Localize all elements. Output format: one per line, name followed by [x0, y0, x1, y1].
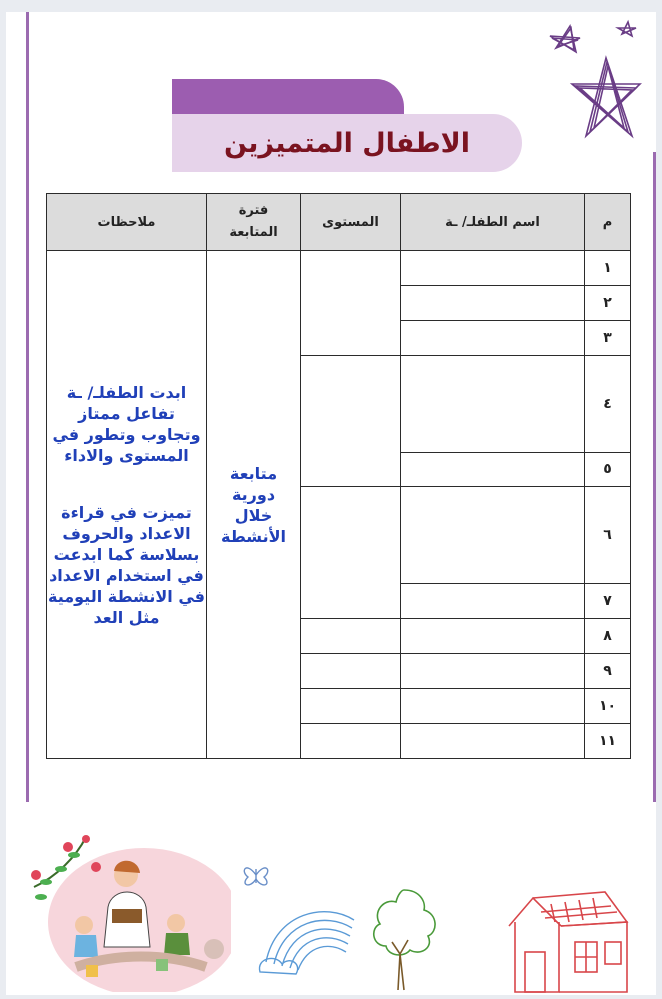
name-cell [401, 355, 585, 452]
level-cell [301, 688, 401, 723]
name-cell [401, 452, 585, 487]
scribbled-stars-icon [536, 18, 644, 144]
name-cell [401, 688, 585, 723]
notes-paragraph-1: ابدت الطفلـ/ ـة تفاعل ممتاز وتجاوب وتطور في المستوى والاداء [52, 382, 201, 465]
header-name: اسم الطفلـ/ ـة [401, 194, 585, 251]
row-number: ٦ [585, 487, 631, 584]
name-cell [401, 654, 585, 689]
title-tab [172, 79, 404, 119]
mother-children-reading-icon [16, 827, 231, 992]
row-number: ٥ [585, 452, 631, 487]
row-number: ١١ [585, 723, 631, 758]
name-cell [401, 320, 585, 355]
level-cell [301, 355, 401, 487]
period-cell: متابعة دورية خلال الأنشطة [207, 251, 301, 759]
students-table [46, 193, 631, 759]
row-number: ٩ [585, 654, 631, 689]
notes-spacer [47, 466, 206, 502]
level-cell [301, 654, 401, 689]
level-cell [301, 723, 401, 758]
row-number: ٢ [585, 285, 631, 320]
row-number: ١٠ [585, 688, 631, 723]
header-level: المستوى [301, 194, 401, 251]
name-cell [401, 584, 585, 619]
butterfly-icon [238, 857, 274, 893]
name-cell [401, 487, 585, 584]
tree-icon [364, 884, 444, 992]
rainbow-icon [256, 892, 366, 982]
name-cell [401, 619, 585, 654]
name-cell [401, 251, 585, 286]
level-cell [301, 619, 401, 654]
notes-paragraph-2: تميزت في قراءة الاعداد والحروف بسلاسة كما ابدعت في استخدام الاعداد في الانشطة اليومية مثل العد [48, 502, 205, 627]
row-number: ٤ [585, 355, 631, 452]
name-cell [401, 285, 585, 320]
table-header-row [47, 194, 631, 251]
row-number: ١ [585, 251, 631, 286]
level-cell [301, 251, 401, 356]
worksheet-page [6, 12, 656, 995]
left-border-line [26, 12, 29, 802]
row-number: ٣ [585, 320, 631, 355]
row-number: ٨ [585, 619, 631, 654]
header-notes: ملاحظات [47, 194, 207, 251]
name-cell [401, 723, 585, 758]
header-period: فترة المتابعة [207, 194, 301, 251]
table-row [47, 251, 631, 286]
notes-cell [47, 251, 207, 759]
right-border-line [653, 152, 656, 802]
row-number: ٧ [585, 584, 631, 619]
house-icon [501, 882, 641, 994]
header-num: م [585, 194, 631, 251]
level-cell [301, 487, 401, 619]
page-title: الاطفال المتميزين [223, 127, 471, 159]
